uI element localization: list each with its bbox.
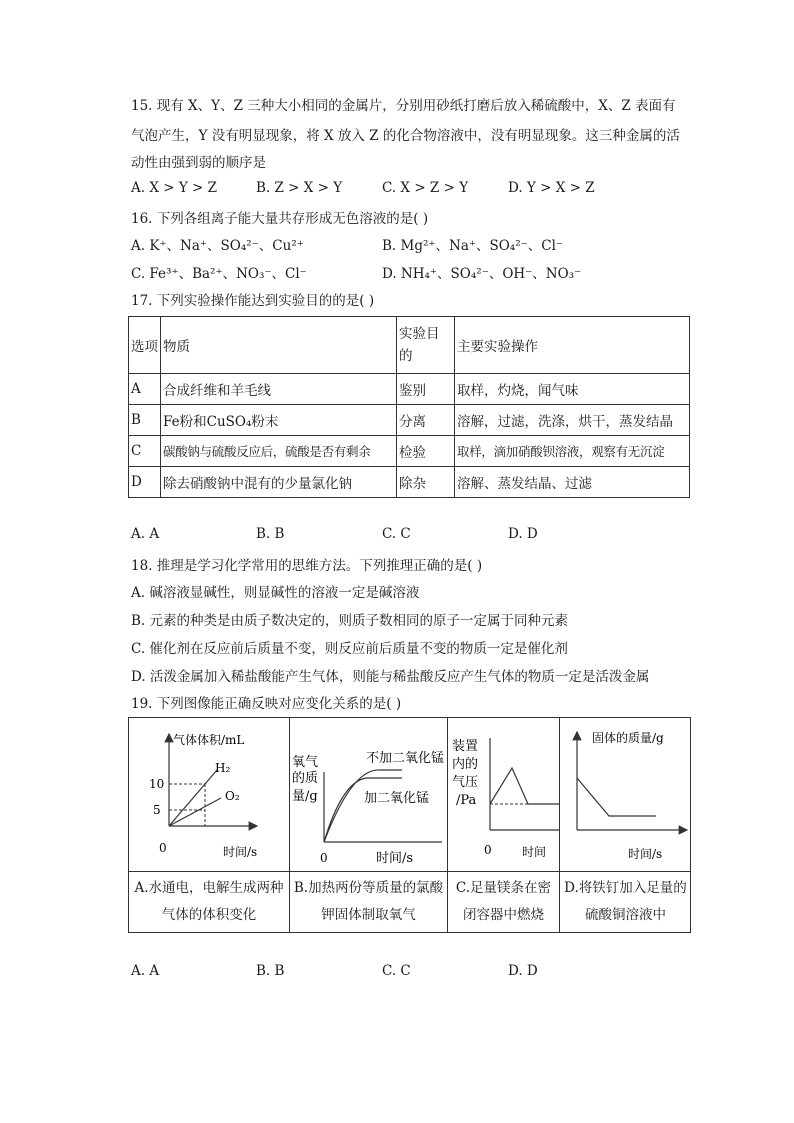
table-cell: 溶解、蒸发结晶、过滤 (455, 467, 690, 498)
graph-a-ylabel: 气体体积/mL (173, 733, 245, 747)
table-cell: 碳酸钠与硫酸反应后，硫酸是否有剩余 (161, 436, 397, 467)
svg-text:/Pa: /Pa (456, 793, 477, 808)
graph-b-origin: 0 (320, 851, 328, 865)
q16-option-c[interactable]: C. Fe³⁺、Ba²⁺、NO₃⁻、Cl⁻ (131, 266, 307, 282)
graph-d-ylabel: 固体的质量/g (592, 731, 664, 745)
q15-stem-line3: 动性由强到弱的顺序是 (131, 155, 266, 171)
table-header-row (129, 317, 690, 374)
caption-b: B.加热两份等质量的氯酸 钾固体制取氧气 (293, 880, 444, 923)
table-header-cell: 选项 (129, 317, 161, 374)
q15-option-a[interactable]: A. X > Y > Z (131, 180, 218, 196)
table-cell: D (129, 467, 161, 498)
mass-curve (577, 778, 656, 816)
q15-option-c[interactable]: C. X > Z > Y (382, 180, 469, 196)
q15-stem-line1: 15. 现有 X、Y、Z 三种大小相同的金属片，分别用砂纸打磨后放入稀硫酸中，X、Z 表面有 (131, 98, 676, 114)
q17-table (128, 316, 690, 498)
table-cell: 鉴别 (397, 374, 455, 405)
graph-a (129, 718, 289, 871)
graph-d-xlabel: 时间/s (628, 847, 663, 861)
table-cell: 溶解，过滤，洗涤，烘干，蒸发结晶 (455, 405, 690, 436)
q19-option-c[interactable]: C. C (382, 963, 411, 979)
q18-option-a[interactable]: A. 碱溶液显碱性，则显碱性的溶液一定是碱溶液 (131, 585, 420, 601)
q15-stem-line2: 气泡产生，Y 没有明显现象，将 X 放入 Z 的化合物溶液中，没有明显现象。这三种金属的活 (131, 128, 680, 144)
caption-d: D.将铁钉加入足量的 硫酸铜溶液中 (564, 880, 687, 923)
q18-option-b[interactable]: B. 元素的种类是由质子数决定的，则质子数相同的原子一定属于同种元素 (131, 613, 569, 629)
graph-a-xlabel: 时间/s (223, 845, 258, 859)
graph-a-h2-label: H₂ (215, 761, 231, 775)
table-cell: 取样，滴加硝酸钡溶液，观察有无沉淀 (455, 436, 690, 467)
q19-option-a[interactable]: A. A (131, 963, 160, 979)
svg-text:气压: 气压 (452, 775, 479, 790)
graph-c-origin: 0 (484, 843, 492, 857)
graph-a-o2-label: O₂ (225, 789, 240, 803)
q16-stem: 16. 下列各组离子能大量共存形成无色溶液的是( ) (131, 211, 429, 227)
q19-stem: 19. 下列图像能正确反映对应变化关系的是( ) (131, 696, 402, 712)
svg-text:内的: 内的 (452, 757, 479, 772)
table-cell: Fe粉和CuSO₄粉末 (161, 405, 397, 436)
caption-c: C.足量镁条在密 闭容器中燃烧 (455, 880, 552, 923)
table-header-cell: 实验目的 (397, 317, 455, 374)
q18-stem: 18. 推理是学习化学常用的思维方法。下列推理正确的是( ) (131, 558, 483, 574)
q17-option-d[interactable]: D. D (508, 526, 538, 542)
table-cell: B (129, 405, 161, 436)
table-cell: 除去硝酸钠中混有的少量氯化钠 (161, 467, 397, 498)
graph-c-xlabel: 时间 (522, 845, 547, 859)
q15-option-d[interactable]: D. Y > X > Z (508, 180, 595, 196)
svg-text:的质: 的质 (292, 771, 319, 786)
table-header-cell: 物质 (161, 317, 397, 374)
q17-stem: 17. 下列实验操作能达到实验目的的是( ) (131, 293, 375, 309)
q17-option-a[interactable]: A. A (131, 526, 160, 542)
table-cell: 合成纤维和羊毛线 (161, 374, 397, 405)
table-cell: 分离 (397, 405, 455, 436)
table-row (129, 374, 690, 405)
table-cell: 除杂 (397, 467, 455, 498)
graph-b (290, 718, 447, 871)
graph-d (560, 718, 691, 871)
table-row (129, 405, 690, 436)
graph-a-tick-5: 5 (153, 803, 161, 817)
table-row (129, 436, 690, 467)
table-header-cell: 主要实验操作 (455, 317, 690, 374)
h2-line (169, 770, 217, 826)
caption-a: A.水通电，电解生成两种 气体的体积变化 (134, 880, 284, 923)
graph-b-xlabel: 时间/s (376, 851, 414, 866)
graph-a-tick-10: 10 (149, 777, 165, 791)
q19-option-b[interactable]: B. B (256, 963, 285, 979)
table-cell: A (129, 374, 161, 405)
q18-option-c[interactable]: C. 催化剂在反应前后质量不变，则反应前后质量不变的物质一定是催化剂 (131, 641, 568, 657)
q19-figure-table (128, 717, 691, 933)
graph-b-ylabel: 氧气 (292, 755, 319, 770)
q16-option-b[interactable]: B. Mg²⁺、Na⁺、SO₄²⁻、Cl⁻ (382, 238, 564, 254)
table-cell: 检验 (397, 436, 455, 467)
q17-option-b[interactable]: B. B (256, 526, 285, 542)
table-cell: 取样，灼烧，闻气味 (455, 374, 690, 405)
svg-text:量/g: 量/g (292, 789, 318, 804)
curve-with-mno2 (324, 778, 402, 842)
table-row (129, 467, 690, 498)
graph-c-ylabel: 装置 (452, 739, 479, 754)
pressure-curve (490, 768, 559, 804)
graph-b-label-no-mno2: 不加二氧化锰 (366, 751, 445, 766)
q15-option-b[interactable]: B. Z > X > Y (256, 180, 343, 196)
graph-a-origin: 0 (159, 841, 167, 855)
q18-option-d[interactable]: D. 活泼金属加入稀盐酸能产生气体，则能与稀盐酸反应产生气体的物质一定是活泼金属 (131, 669, 650, 685)
o2-line (169, 798, 221, 826)
graph-b-label-mno2: 加二氧化锰 (364, 791, 430, 806)
graph-c (448, 718, 559, 871)
q19-option-d[interactable]: D. D (508, 963, 538, 979)
q16-option-a[interactable]: A. K⁺、Na⁺、SO₄²⁻、Cu²⁺ (131, 238, 304, 254)
q16-option-d[interactable]: D. NH₄⁺、SO₄²⁻、OH⁻、NO₃⁻ (382, 266, 582, 282)
q17-option-c[interactable]: C. C (382, 526, 411, 542)
table-cell: C (129, 436, 161, 467)
